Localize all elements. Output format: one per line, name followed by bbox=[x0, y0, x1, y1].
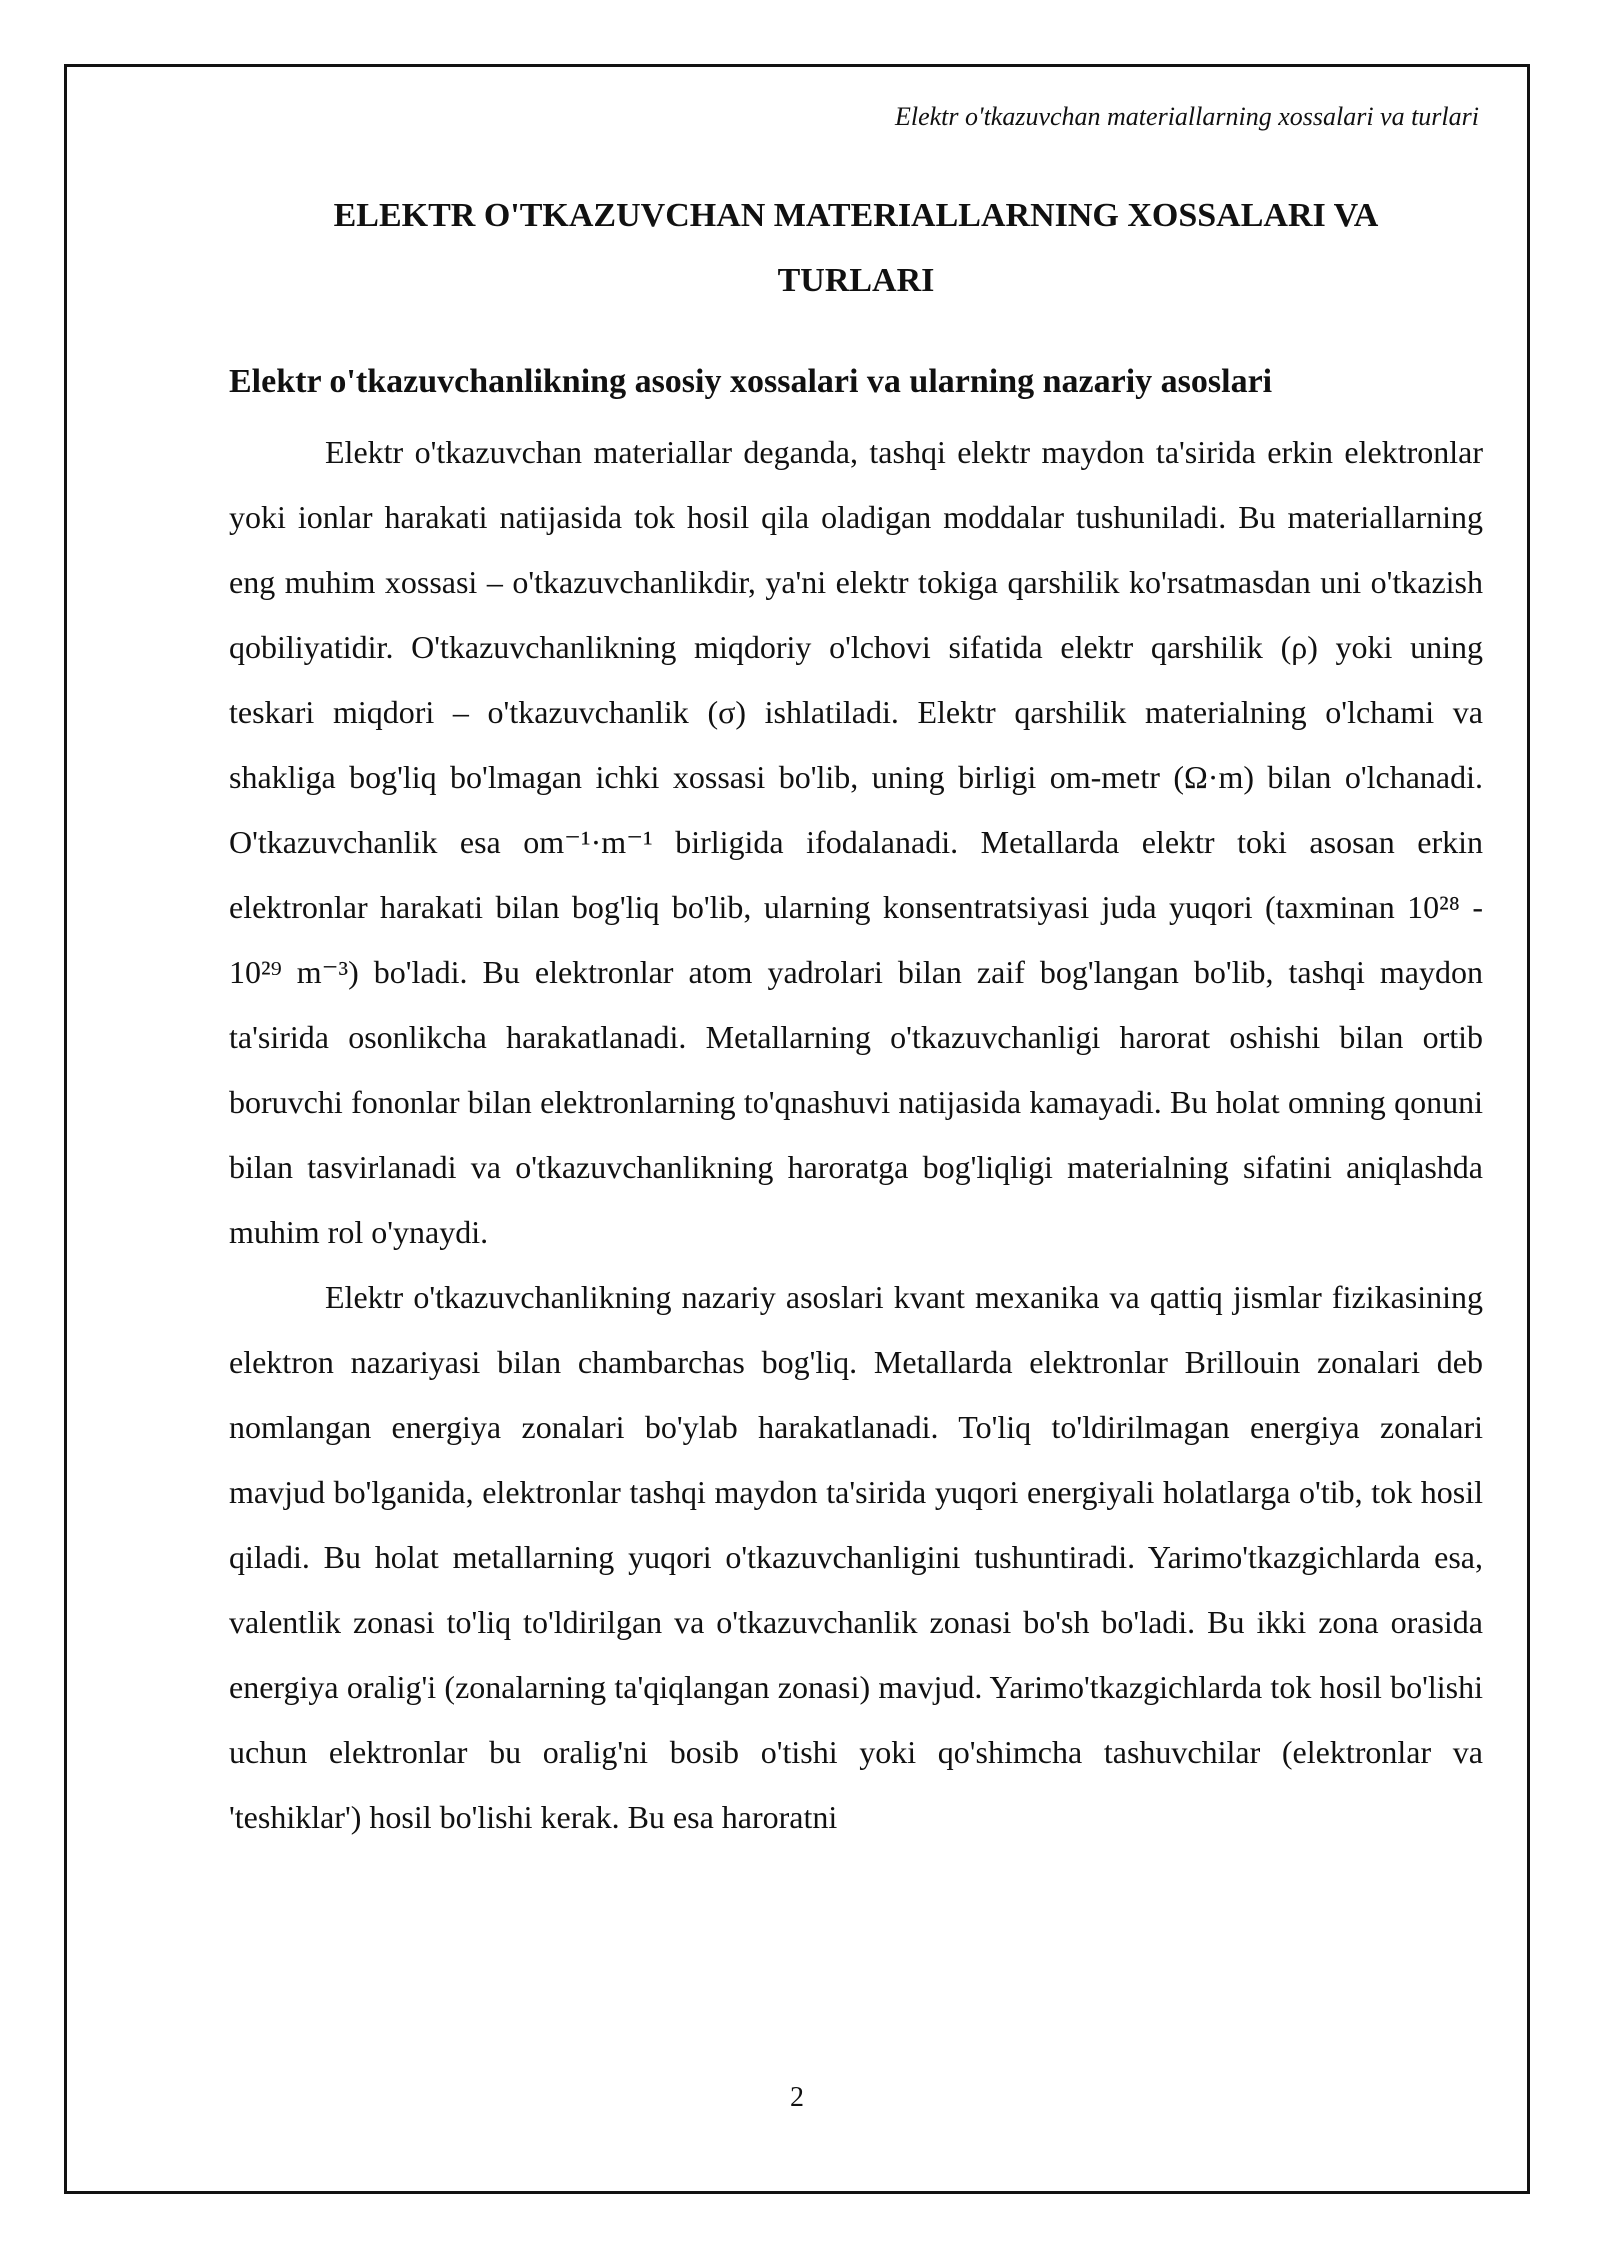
page-content bbox=[229, 183, 1483, 1850]
body-paragraph: Elektr o'tkazuvchan materiallar deganda, tashqi elektr maydon ta'sirida erkin elektronlar yoki ionlar harakati natijasida tok hosil qila oladigan moddalar tushuniladi. Bu materiallarning eng muhim xossasi – o'tkazuvchanlikdir, ya'ni elektr tokiga qarshilik ko'rsatmasdan uni o'tkazish qobiliyatidir. O'tkazuvchanlikning miqdoriy o'lchovi sifatida elektr qarshilik (ρ) yoki uning teskari miqdori – o'tkazuvchanlik (σ) ishlatiladi. Elektr qarshilik materialning o'lchami va shakliga bog'liq bo'lmagan ichki xossasi bo'lib, uning birligi om-metr (Ω·m) bilan o'lchanadi. O'tkazuvchanlik esa om⁻¹·m⁻¹ birligida ifodalanadi. Metallarda elektr toki asosan erkin elektronlar harakati bilan bog'liq bo'lib, ularning konsentratsiyasi juda yuqori (taxminan 10²⁸ - 10²⁹ m⁻³) bo'ladi. Bu elektronlar atom yadrolari bilan zaif bog'langan bo'lib, tashqi maydon ta'sirida osonlikcha harakatlanadi. Metallarning o'tkazuvchanligi harorat oshishi bilan ortib boruvchi fononlar bilan elektronlarning to'qnashuvi natijasida kamayadi. Bu holat omning qonuni bilan tasvirlanadi va o'tkazuvchanlikning haroratga bog'liqligi materialning sifatini aniqlashda muhim rol o'ynaydi. bbox=[229, 434, 1483, 1250]
running-header: Elektr o'tkazuvchan materiallarning xossalari va turlari bbox=[894, 102, 1479, 131]
body-paragraph: Elektr o'tkazuvchanlikning nazariy asoslari kvant mexanika va qattiq jismlar fizikasining elektron nazariyasi bilan chambarchas bog'liq. Metallarda elektronlar Brillouin zonalari deb nomlangan energiya zonalari bo'ylab harakatlanadi. To'liq to'ldirilmagan energiya zonalari mavjud bo'lganida, elektronlar tashqi maydon ta'sirida yuqori energiyali holatlarga o'tib, tok hosil qiladi. Bu holat metallarning yuqori o'tkazuvchanligini tushuntiradi. Yarimo'tkazgichlarda esa, valentlik zonasi to'liq to'ldirilgan va o'tkazuvchanlik zonasi bo'sh bo'ladi. Bu ikki zona orasida energiya oralig'i (zonalarning ta'qiqlangan zonasi) mavjud. Yarimo'tkazgichlarda tok hosil bo'lishi uchun elektronlar bu oralig'ni bosib o'tishi yoki qo'shimcha tashuvchilar (elektronlar va 'teshiklar') hosil bo'lishi kerak. Bu esa haroratni bbox=[229, 1279, 1483, 1835]
document-title: ELEKTR O'TKAZUVCHAN MATERIALLARNING XOSSALARI VA TURLARI bbox=[333, 197, 1379, 299]
section-heading: Elektr o'tkazuvchanlikning asosiy xossalari va ularning nazariy asoslari bbox=[229, 363, 1273, 400]
page-number: 2 bbox=[790, 2082, 804, 2113]
page-border bbox=[64, 64, 1530, 2194]
